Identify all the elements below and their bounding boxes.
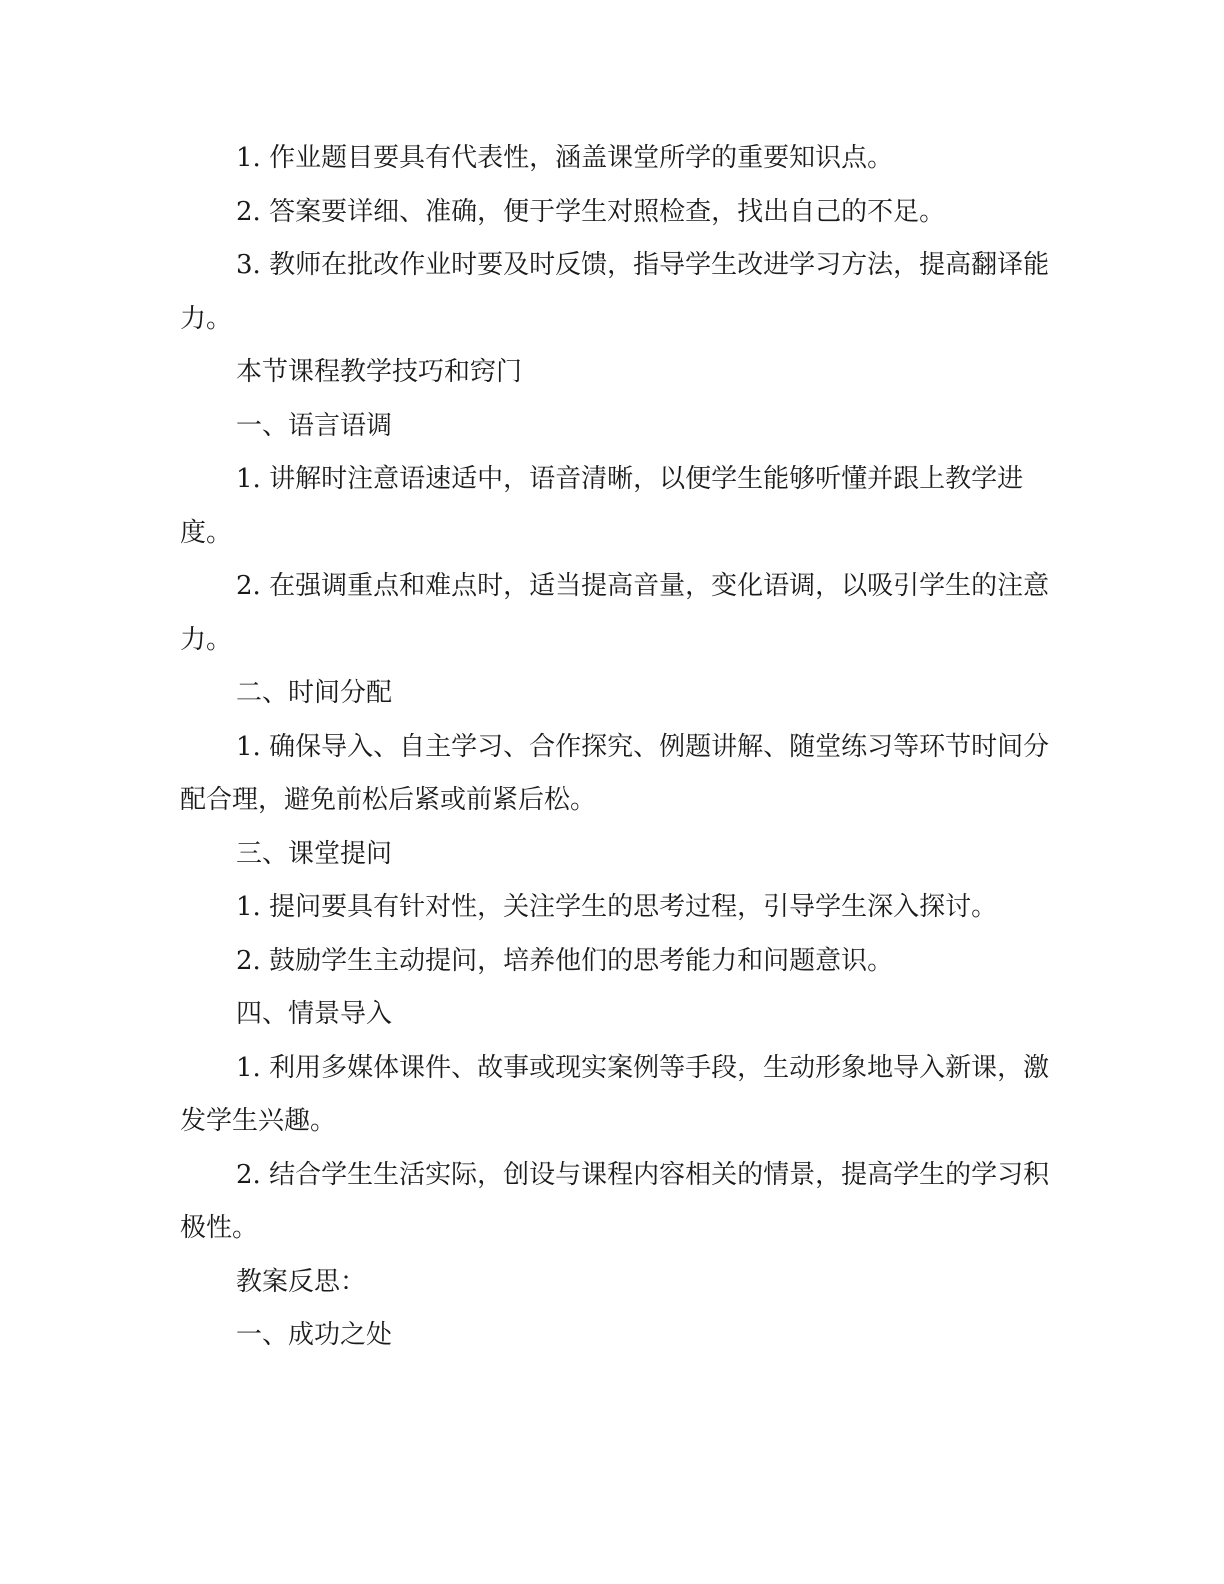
subheading-language-tone: 一、语言语调: [236, 410, 393, 441]
paragraph-homework-rule-1: 1. 作业题目要具有代表性，涵盖课堂所学的重要知识点。: [236, 143, 894, 173]
paragraph-scenario-introduction-1: 1. 利用多媒体课件、故事或现实案例等手段，生动形象地导入新课，激发学生兴趣。: [180, 1052, 1050, 1136]
paragraph-classroom-questions-2: 2. 鼓励学生主动提问，培养他们的思考能力和问题意识。: [236, 945, 894, 976]
paragraph-language-tone-1: 1. 讲解时注意语速适中，语音清晰，以便学生能够听懂并跟上教学进度。: [180, 464, 1024, 548]
paragraph-homework-rule-3: 3. 教师在批改作业时要及时反馈，指导学生改进学习方法，提高翻译能力。: [180, 250, 1050, 334]
paragraph-time-allocation-1: 1. 确保导入、自主学习、合作探究、例题讲解、随堂练习等环节时间分配合理，避免前松后紧或前紧后松。: [180, 731, 1050, 815]
document-body: [180, 132, 1050, 1363]
paragraph-language-tone-2: 2. 在强调重点和难点时，适当提高音量，变化语调，以吸引学生的注意力。: [180, 571, 1050, 655]
paragraph-classroom-questions-1: 1. 提问要具有针对性，关注学生的思考过程，引导学生深入探讨。: [236, 892, 998, 922]
subheading-time-allocation: 二、时间分配: [236, 678, 393, 708]
subheading-successes: 一、成功之处: [236, 1320, 393, 1350]
subheading-classroom-questions: 三、课堂提问: [236, 838, 393, 869]
paragraph-homework-rule-2: 2. 答案要详细、准确，便于学生对照检查，找出自己的不足。: [236, 196, 946, 227]
subheading-scenario-introduction: 四、情景导入: [236, 999, 393, 1029]
paragraph-scenario-introduction-2: 2. 结合学生生活实际，创设与课程内容相关的情景，提高学生的学习积极性。: [180, 1159, 1050, 1243]
section-heading-teaching-tips: 本节课程教学技巧和窍门: [236, 357, 523, 387]
section-heading-reflection: 教案反思：: [236, 1266, 367, 1297]
